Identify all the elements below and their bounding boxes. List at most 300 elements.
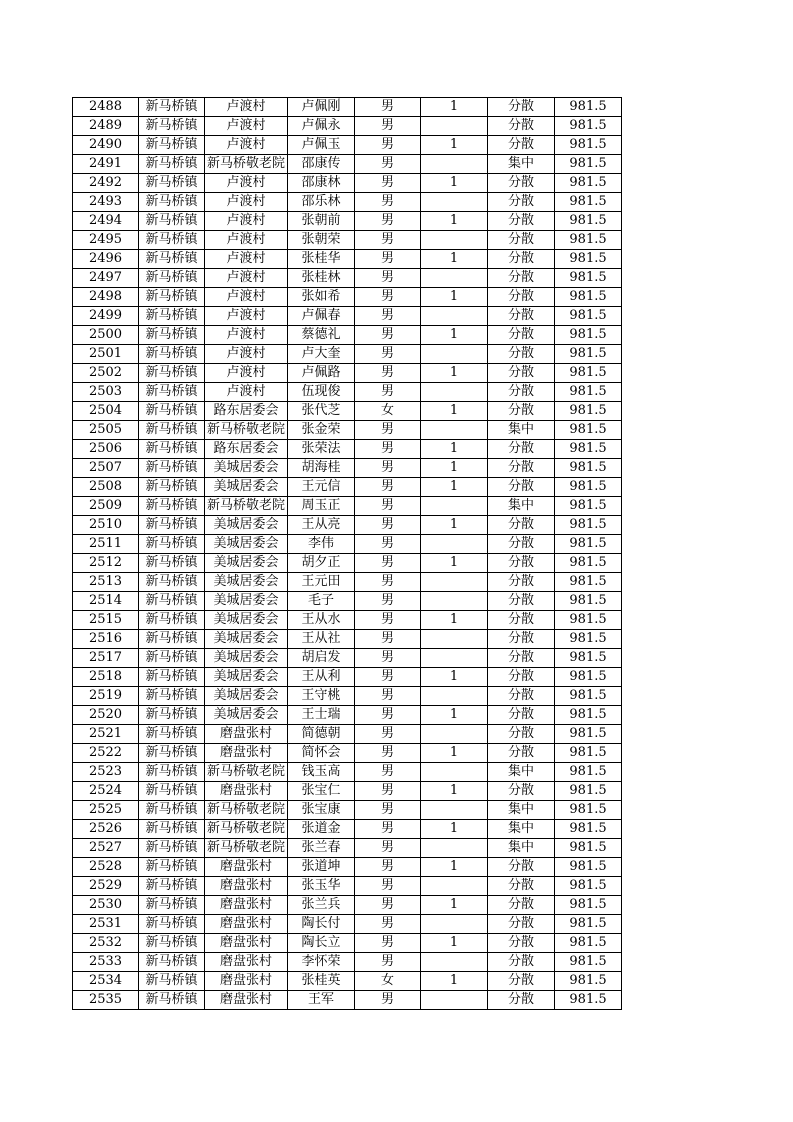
town-cell: 新马桥镇 <box>139 364 205 383</box>
table-row <box>73 497 622 516</box>
town-cell: 新马桥镇 <box>139 991 205 1010</box>
village-cell: 卢渡村 <box>205 117 288 136</box>
amount-cell: 981.5 <box>555 839 622 858</box>
record-id: 2519 <box>73 687 139 706</box>
support-mode-cell: 分散 <box>488 858 555 877</box>
table-row <box>73 193 622 212</box>
gender-cell: 男 <box>355 820 421 839</box>
amount-cell: 981.5 <box>555 877 622 896</box>
village-cell: 磨盘张村 <box>205 991 288 1010</box>
support-mode-cell: 分散 <box>488 345 555 364</box>
table-row <box>73 934 622 953</box>
gender-cell: 男 <box>355 649 421 668</box>
amount-cell: 981.5 <box>555 896 622 915</box>
town-cell: 新马桥镇 <box>139 649 205 668</box>
amount-cell: 981.5 <box>555 744 622 763</box>
village-cell: 美城居委会 <box>205 687 288 706</box>
name-cell: 王士瑞 <box>288 706 355 725</box>
town-cell: 新马桥镇 <box>139 516 205 535</box>
town-cell: 新马桥镇 <box>139 98 205 117</box>
town-cell: 新马桥镇 <box>139 725 205 744</box>
gender-cell: 女 <box>355 402 421 421</box>
record-id: 2500 <box>73 326 139 345</box>
gender-cell: 男 <box>355 383 421 402</box>
town-cell: 新马桥镇 <box>139 250 205 269</box>
name-cell: 伍现俊 <box>288 383 355 402</box>
town-cell: 新马桥镇 <box>139 953 205 972</box>
table-row <box>73 326 622 345</box>
count-cell: 1 <box>421 478 488 497</box>
amount-cell: 981.5 <box>555 402 622 421</box>
record-id: 2506 <box>73 440 139 459</box>
village-cell: 美城居委会 <box>205 668 288 687</box>
support-mode-cell: 分散 <box>488 307 555 326</box>
amount-cell: 981.5 <box>555 174 622 193</box>
support-mode-cell: 分散 <box>488 98 555 117</box>
village-cell: 卢渡村 <box>205 212 288 231</box>
support-mode-cell: 分散 <box>488 877 555 896</box>
count-cell: 1 <box>421 972 488 991</box>
town-cell: 新马桥镇 <box>139 915 205 934</box>
name-cell: 钱玉高 <box>288 763 355 782</box>
gender-cell: 男 <box>355 592 421 611</box>
count-cell: 1 <box>421 402 488 421</box>
count-cell <box>421 497 488 516</box>
count-cell: 1 <box>421 212 488 231</box>
name-cell: 毛子 <box>288 592 355 611</box>
count-cell <box>421 345 488 364</box>
name-cell: 张金荣 <box>288 421 355 440</box>
record-id: 2509 <box>73 497 139 516</box>
amount-cell: 981.5 <box>555 820 622 839</box>
table-row <box>73 649 622 668</box>
town-cell: 新马桥镇 <box>139 744 205 763</box>
table-row <box>73 801 622 820</box>
record-id: 2530 <box>73 896 139 915</box>
table-row <box>73 858 622 877</box>
count-cell: 1 <box>421 136 488 155</box>
amount-cell: 981.5 <box>555 535 622 554</box>
name-cell: 张桂英 <box>288 972 355 991</box>
support-mode-cell: 分散 <box>488 934 555 953</box>
support-mode-cell: 分散 <box>488 402 555 421</box>
gender-cell: 男 <box>355 744 421 763</box>
town-cell: 新马桥镇 <box>139 801 205 820</box>
table-row <box>73 630 622 649</box>
support-mode-cell: 分散 <box>488 250 555 269</box>
count-cell <box>421 953 488 972</box>
count-cell <box>421 592 488 611</box>
town-cell: 新马桥镇 <box>139 972 205 991</box>
count-cell: 1 <box>421 896 488 915</box>
amount-cell: 981.5 <box>555 687 622 706</box>
table-row <box>73 611 622 630</box>
name-cell: 王守桃 <box>288 687 355 706</box>
village-cell: 磨盘张村 <box>205 725 288 744</box>
count-cell: 1 <box>421 858 488 877</box>
amount-cell: 981.5 <box>555 478 622 497</box>
support-mode-cell: 分散 <box>488 782 555 801</box>
gender-cell: 男 <box>355 953 421 972</box>
village-cell: 磨盘张村 <box>205 934 288 953</box>
support-mode-cell: 集中 <box>488 421 555 440</box>
name-cell: 张玉华 <box>288 877 355 896</box>
support-mode-cell: 分散 <box>488 953 555 972</box>
table-row <box>73 440 622 459</box>
village-cell: 卢渡村 <box>205 364 288 383</box>
support-mode-cell: 集中 <box>488 763 555 782</box>
village-cell: 美城居委会 <box>205 516 288 535</box>
gender-cell: 男 <box>355 915 421 934</box>
gender-cell: 男 <box>355 991 421 1010</box>
amount-cell: 981.5 <box>555 307 622 326</box>
gender-cell: 男 <box>355 440 421 459</box>
gender-cell: 男 <box>355 763 421 782</box>
town-cell: 新马桥镇 <box>139 231 205 250</box>
name-cell: 简怀会 <box>288 744 355 763</box>
town-cell: 新马桥镇 <box>139 326 205 345</box>
village-cell: 磨盘张村 <box>205 972 288 991</box>
amount-cell: 981.5 <box>555 782 622 801</box>
record-id: 2488 <box>73 98 139 117</box>
count-cell <box>421 915 488 934</box>
village-cell: 美城居委会 <box>205 649 288 668</box>
support-mode-cell: 分散 <box>488 592 555 611</box>
name-cell: 张如希 <box>288 288 355 307</box>
record-id: 2507 <box>73 459 139 478</box>
support-mode-cell: 分散 <box>488 611 555 630</box>
support-mode-cell: 集中 <box>488 839 555 858</box>
gender-cell: 男 <box>355 345 421 364</box>
amount-cell: 981.5 <box>555 326 622 345</box>
gender-cell: 男 <box>355 877 421 896</box>
count-cell: 1 <box>421 611 488 630</box>
support-mode-cell: 分散 <box>488 915 555 934</box>
name-cell: 张桂华 <box>288 250 355 269</box>
name-cell: 卢大奎 <box>288 345 355 364</box>
record-id: 2529 <box>73 877 139 896</box>
gender-cell: 男 <box>355 364 421 383</box>
table-row <box>73 516 622 535</box>
name-cell: 王元田 <box>288 573 355 592</box>
gender-cell: 男 <box>355 782 421 801</box>
count-cell: 1 <box>421 516 488 535</box>
amount-cell: 981.5 <box>555 725 622 744</box>
amount-cell: 981.5 <box>555 212 622 231</box>
amount-cell: 981.5 <box>555 934 622 953</box>
name-cell: 王从利 <box>288 668 355 687</box>
amount-cell: 981.5 <box>555 516 622 535</box>
table-row <box>73 459 622 478</box>
record-id: 2504 <box>73 402 139 421</box>
record-id: 2502 <box>73 364 139 383</box>
count-cell <box>421 573 488 592</box>
town-cell: 新马桥镇 <box>139 459 205 478</box>
amount-cell: 981.5 <box>555 383 622 402</box>
town-cell: 新马桥镇 <box>139 554 205 573</box>
table-row <box>73 991 622 1010</box>
name-cell: 李伟 <box>288 535 355 554</box>
count-cell <box>421 307 488 326</box>
town-cell: 新马桥镇 <box>139 934 205 953</box>
count-cell: 1 <box>421 174 488 193</box>
gender-cell: 男 <box>355 136 421 155</box>
support-mode-cell: 分散 <box>488 668 555 687</box>
support-mode-cell: 分散 <box>488 440 555 459</box>
count-cell <box>421 193 488 212</box>
village-cell: 磨盘张村 <box>205 744 288 763</box>
count-cell: 1 <box>421 706 488 725</box>
support-mode-cell: 集中 <box>488 497 555 516</box>
record-id: 2527 <box>73 839 139 858</box>
table-row <box>73 307 622 326</box>
town-cell: 新马桥镇 <box>139 668 205 687</box>
support-mode-cell: 分散 <box>488 972 555 991</box>
table-row <box>73 782 622 801</box>
table-row <box>73 554 622 573</box>
record-id: 2515 <box>73 611 139 630</box>
amount-cell: 981.5 <box>555 915 622 934</box>
name-cell: 王从社 <box>288 630 355 649</box>
town-cell: 新马桥镇 <box>139 136 205 155</box>
count-cell <box>421 687 488 706</box>
town-cell: 新马桥镇 <box>139 174 205 193</box>
table-row <box>73 915 622 934</box>
count-cell: 1 <box>421 98 488 117</box>
table-row <box>73 117 622 136</box>
amount-cell: 981.5 <box>555 155 622 174</box>
record-id: 2496 <box>73 250 139 269</box>
table-row <box>73 820 622 839</box>
village-cell: 卢渡村 <box>205 174 288 193</box>
table-row <box>73 725 622 744</box>
name-cell: 卢佩刚 <box>288 98 355 117</box>
name-cell: 张兰春 <box>288 839 355 858</box>
village-cell: 美城居委会 <box>205 706 288 725</box>
town-cell: 新马桥镇 <box>139 497 205 516</box>
records-table-body <box>73 98 622 1010</box>
count-cell: 1 <box>421 250 488 269</box>
count-cell: 1 <box>421 440 488 459</box>
name-cell: 张兰兵 <box>288 896 355 915</box>
name-cell: 卢佩玉 <box>288 136 355 155</box>
table-row <box>73 668 622 687</box>
town-cell: 新马桥镇 <box>139 421 205 440</box>
record-id: 2528 <box>73 858 139 877</box>
support-mode-cell: 分散 <box>488 725 555 744</box>
count-cell: 1 <box>421 782 488 801</box>
record-id: 2521 <box>73 725 139 744</box>
table-row <box>73 592 622 611</box>
record-id: 2520 <box>73 706 139 725</box>
amount-cell: 981.5 <box>555 763 622 782</box>
amount-cell: 981.5 <box>555 364 622 383</box>
support-mode-cell: 分散 <box>488 117 555 136</box>
village-cell: 美城居委会 <box>205 478 288 497</box>
name-cell: 张桂林 <box>288 269 355 288</box>
town-cell: 新马桥镇 <box>139 345 205 364</box>
support-mode-cell: 分散 <box>488 744 555 763</box>
town-cell: 新马桥镇 <box>139 155 205 174</box>
gender-cell: 男 <box>355 706 421 725</box>
gender-cell: 男 <box>355 231 421 250</box>
name-cell: 张道金 <box>288 820 355 839</box>
gender-cell: 男 <box>355 573 421 592</box>
name-cell: 周玉正 <box>288 497 355 516</box>
support-mode-cell: 分散 <box>488 516 555 535</box>
name-cell: 王从水 <box>288 611 355 630</box>
record-id: 2498 <box>73 288 139 307</box>
town-cell: 新马桥镇 <box>139 288 205 307</box>
table-row <box>73 402 622 421</box>
village-cell: 卢渡村 <box>205 136 288 155</box>
amount-cell: 981.5 <box>555 649 622 668</box>
gender-cell: 男 <box>355 535 421 554</box>
table-row <box>73 896 622 915</box>
name-cell: 蔡德礼 <box>288 326 355 345</box>
table-row <box>73 478 622 497</box>
amount-cell: 981.5 <box>555 497 622 516</box>
village-cell: 美城居委会 <box>205 630 288 649</box>
support-mode-cell: 分散 <box>488 573 555 592</box>
support-mode-cell: 分散 <box>488 649 555 668</box>
village-cell: 卢渡村 <box>205 345 288 364</box>
count-cell <box>421 801 488 820</box>
count-cell <box>421 839 488 858</box>
record-id: 2503 <box>73 383 139 402</box>
table-row <box>73 269 622 288</box>
gender-cell: 男 <box>355 117 421 136</box>
amount-cell: 981.5 <box>555 421 622 440</box>
village-cell: 卢渡村 <box>205 383 288 402</box>
town-cell: 新马桥镇 <box>139 478 205 497</box>
count-cell: 1 <box>421 820 488 839</box>
village-cell: 新马桥敬老院 <box>205 155 288 174</box>
support-mode-cell: 分散 <box>488 706 555 725</box>
gender-cell: 男 <box>355 269 421 288</box>
record-id: 2495 <box>73 231 139 250</box>
amount-cell: 981.5 <box>555 440 622 459</box>
table-row <box>73 250 622 269</box>
name-cell: 陶长付 <box>288 915 355 934</box>
village-cell: 磨盘张村 <box>205 858 288 877</box>
name-cell: 张道坤 <box>288 858 355 877</box>
town-cell: 新马桥镇 <box>139 630 205 649</box>
gender-cell: 女 <box>355 972 421 991</box>
town-cell: 新马桥镇 <box>139 611 205 630</box>
amount-cell: 981.5 <box>555 231 622 250</box>
support-mode-cell: 分散 <box>488 896 555 915</box>
record-id: 2512 <box>73 554 139 573</box>
name-cell: 胡夕正 <box>288 554 355 573</box>
record-id: 2532 <box>73 934 139 953</box>
amount-cell: 981.5 <box>555 573 622 592</box>
gender-cell: 男 <box>355 174 421 193</box>
town-cell: 新马桥镇 <box>139 592 205 611</box>
name-cell: 李怀荣 <box>288 953 355 972</box>
count-cell <box>421 117 488 136</box>
town-cell: 新马桥镇 <box>139 212 205 231</box>
count-cell <box>421 535 488 554</box>
gender-cell: 男 <box>355 497 421 516</box>
amount-cell: 981.5 <box>555 250 622 269</box>
name-cell: 张宝康 <box>288 801 355 820</box>
support-mode-cell: 集中 <box>488 801 555 820</box>
amount-cell: 981.5 <box>555 117 622 136</box>
amount-cell: 981.5 <box>555 136 622 155</box>
town-cell: 新马桥镇 <box>139 896 205 915</box>
amount-cell: 981.5 <box>555 858 622 877</box>
table-row <box>73 763 622 782</box>
table-row <box>73 136 622 155</box>
town-cell: 新马桥镇 <box>139 402 205 421</box>
gender-cell: 男 <box>355 668 421 687</box>
count-cell: 1 <box>421 326 488 345</box>
table-row <box>73 421 622 440</box>
village-cell: 美城居委会 <box>205 554 288 573</box>
name-cell: 卢佩春 <box>288 307 355 326</box>
village-cell: 路东居委会 <box>205 440 288 459</box>
village-cell: 美城居委会 <box>205 592 288 611</box>
amount-cell: 981.5 <box>555 706 622 725</box>
name-cell: 卢佩永 <box>288 117 355 136</box>
amount-cell: 981.5 <box>555 953 622 972</box>
village-cell: 新马桥敬老院 <box>205 839 288 858</box>
town-cell: 新马桥镇 <box>139 877 205 896</box>
town-cell: 新马桥镇 <box>139 307 205 326</box>
village-cell: 磨盘张村 <box>205 782 288 801</box>
support-mode-cell: 分散 <box>488 288 555 307</box>
village-cell: 卢渡村 <box>205 307 288 326</box>
village-cell: 美城居委会 <box>205 573 288 592</box>
count-cell <box>421 991 488 1010</box>
gender-cell: 男 <box>355 725 421 744</box>
table-row <box>73 212 622 231</box>
name-cell: 邵乐林 <box>288 193 355 212</box>
table-row <box>73 288 622 307</box>
village-cell: 美城居委会 <box>205 535 288 554</box>
record-id: 2492 <box>73 174 139 193</box>
name-cell: 陶长立 <box>288 934 355 953</box>
town-cell: 新马桥镇 <box>139 687 205 706</box>
gender-cell: 男 <box>355 801 421 820</box>
record-id: 2523 <box>73 763 139 782</box>
count-cell <box>421 725 488 744</box>
gender-cell: 男 <box>355 611 421 630</box>
count-cell <box>421 421 488 440</box>
amount-cell: 981.5 <box>555 801 622 820</box>
record-id: 2514 <box>73 592 139 611</box>
gender-cell: 男 <box>355 858 421 877</box>
village-cell: 磨盘张村 <box>205 915 288 934</box>
village-cell: 卢渡村 <box>205 250 288 269</box>
town-cell: 新马桥镇 <box>139 839 205 858</box>
name-cell: 胡启发 <box>288 649 355 668</box>
record-id: 2531 <box>73 915 139 934</box>
gender-cell: 男 <box>355 155 421 174</box>
record-id: 2490 <box>73 136 139 155</box>
gender-cell: 男 <box>355 421 421 440</box>
support-mode-cell: 分散 <box>488 326 555 345</box>
village-cell: 磨盘张村 <box>205 877 288 896</box>
count-cell <box>421 155 488 174</box>
table-row <box>73 174 622 193</box>
gender-cell: 男 <box>355 459 421 478</box>
village-cell: 路东居委会 <box>205 402 288 421</box>
amount-cell: 981.5 <box>555 288 622 307</box>
table-row <box>73 98 622 117</box>
count-cell <box>421 269 488 288</box>
